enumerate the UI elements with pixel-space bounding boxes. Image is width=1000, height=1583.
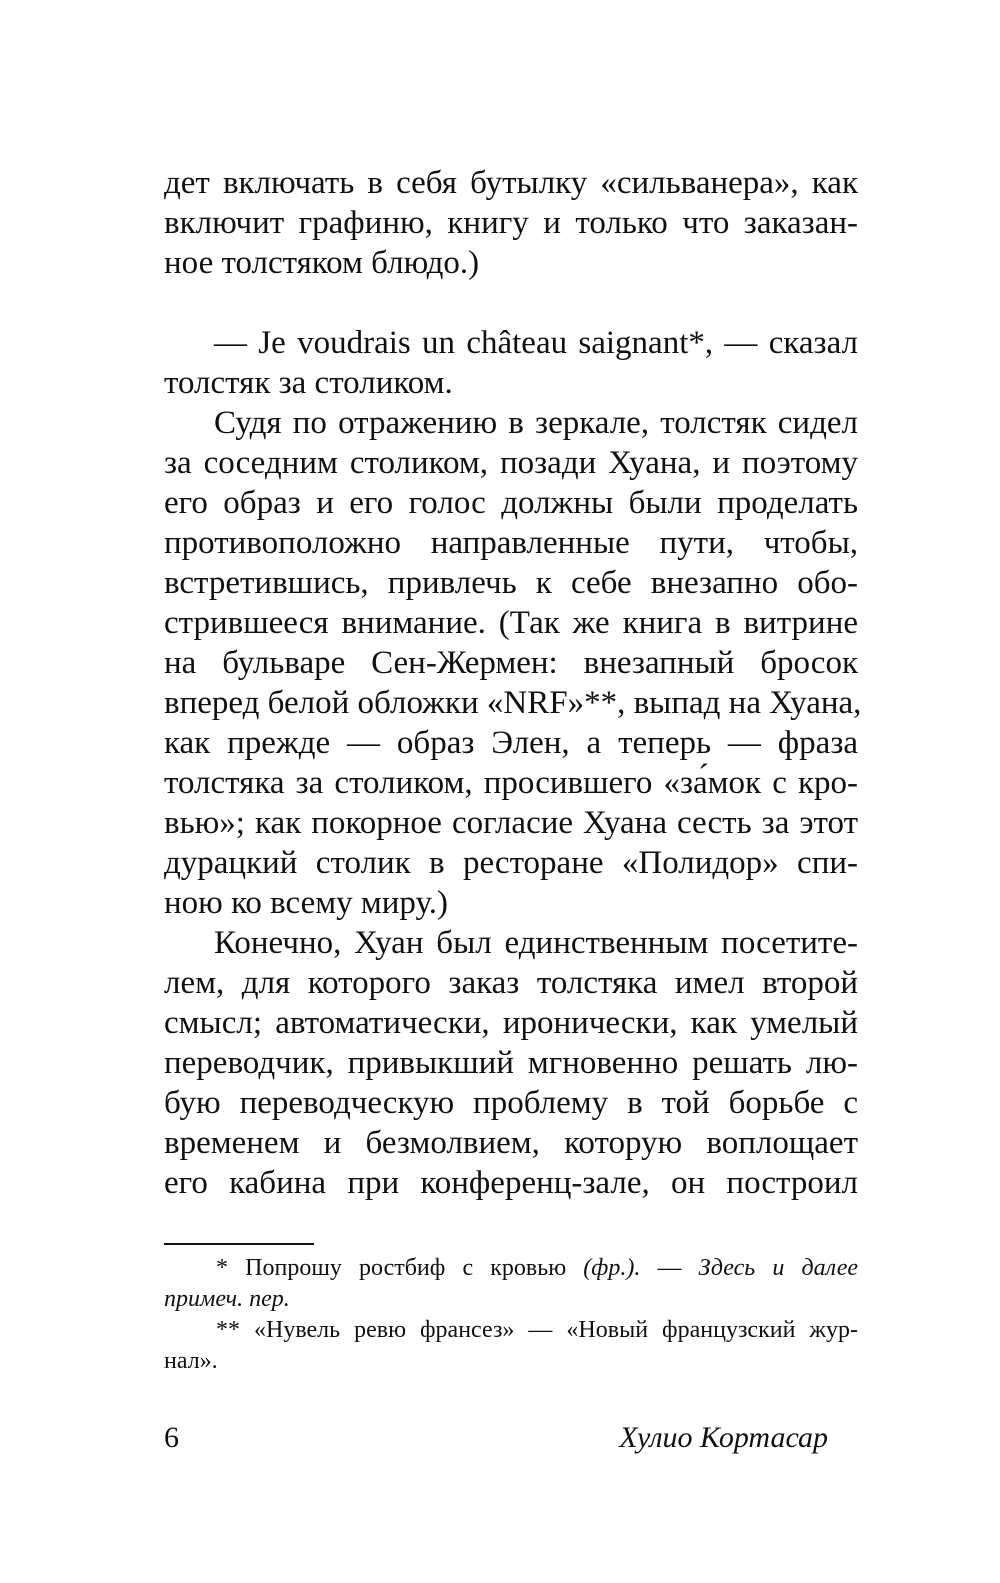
body-text xyxy=(164,323,862,1203)
paragraph-continuation xyxy=(164,163,858,283)
text-line: дет включать в себя бутылку «сильванера», как xyxy=(164,165,858,201)
text-line: противоположно направленные пути, чтобы, xyxy=(164,525,858,561)
footnote-editor-note: Здесь и далее xyxy=(698,1255,858,1281)
footnote-marker: ** xyxy=(216,1317,240,1343)
text-line: вперед белой обложки «NRF»**, выпад на Хуана, xyxy=(164,685,862,721)
text-line: на бульваре Сен-Жермен: внезапный бросок xyxy=(164,645,858,681)
footnote-dash: — xyxy=(657,1255,682,1281)
text-line: как прежде — образ Элен, а теперь — фраза xyxy=(164,725,858,761)
footnote-language: (фр.). xyxy=(583,1255,641,1281)
text-line: лем, для которого заказ толстяка имел второй xyxy=(164,965,858,1001)
footnote-marker: * xyxy=(216,1255,228,1281)
footnote-translation: Попрошу ростбиф с кровью xyxy=(245,1255,567,1281)
text-line: переводчик, привыкший мгновенно решать лю- xyxy=(164,1045,858,1081)
footnote-text: «Нувель ревю франсез» — «Новый французский жур- xyxy=(254,1317,858,1343)
footnote-1-line xyxy=(164,1253,858,1284)
paragraph-dialogue xyxy=(164,323,858,403)
footnote-2-line xyxy=(164,1315,858,1346)
text-line: ною ко всему миру.) xyxy=(164,885,448,921)
text-line: стрившееся внимание. (Так же книга в витрине xyxy=(164,605,858,641)
text-line: за соседним столиком, позади Хуана, и поэтому xyxy=(164,445,858,481)
text-line: — Je voudrais un château saignant*, — сказал xyxy=(214,325,858,361)
text-line: Конечно, Хуан был единственным посетите- xyxy=(214,925,858,961)
text-line: Судя по отражению в зеркале, толстяк сидел xyxy=(214,405,858,441)
text-line: встретившись, привлечь к себе внезапно обо- xyxy=(164,565,858,601)
footnotes xyxy=(164,1253,858,1377)
text-line: его кабина при конференц-зале, он построил xyxy=(164,1165,858,1201)
footnote-2-line: нал». xyxy=(164,1348,218,1374)
footnote-divider xyxy=(164,1243,314,1245)
text-line: вью»; как покорное согласие Хуана сесть за этот xyxy=(164,805,858,841)
text-line: включит графиню, книгу и только что заказан- xyxy=(164,205,858,241)
text-line: дурацкий столик в ресторане «Полидор» спи- xyxy=(164,845,858,881)
footnote-1-line: примеч. пер. xyxy=(164,1286,290,1312)
text-line: толстяк за столиком. xyxy=(164,365,453,401)
paragraph xyxy=(164,923,858,1203)
text-line: временем и безмолвием, которую воплощает xyxy=(164,1125,858,1161)
text-line: бую переводческую проблему в той борьбе с xyxy=(164,1085,858,1121)
running-footer-author: Хулио Кортасар xyxy=(619,1421,828,1454)
paragraph xyxy=(164,403,862,923)
text-line: толстяка за столиком, просившего «за́мок с кро- xyxy=(164,765,858,801)
text-line: его образ и его голос должны были проделать xyxy=(164,485,858,521)
text-line: ное толстяком блюдо.) xyxy=(164,245,480,281)
text-line: смысл; автоматически, иронически, как умелый xyxy=(164,1005,858,1041)
page-number: 6 xyxy=(164,1421,179,1454)
